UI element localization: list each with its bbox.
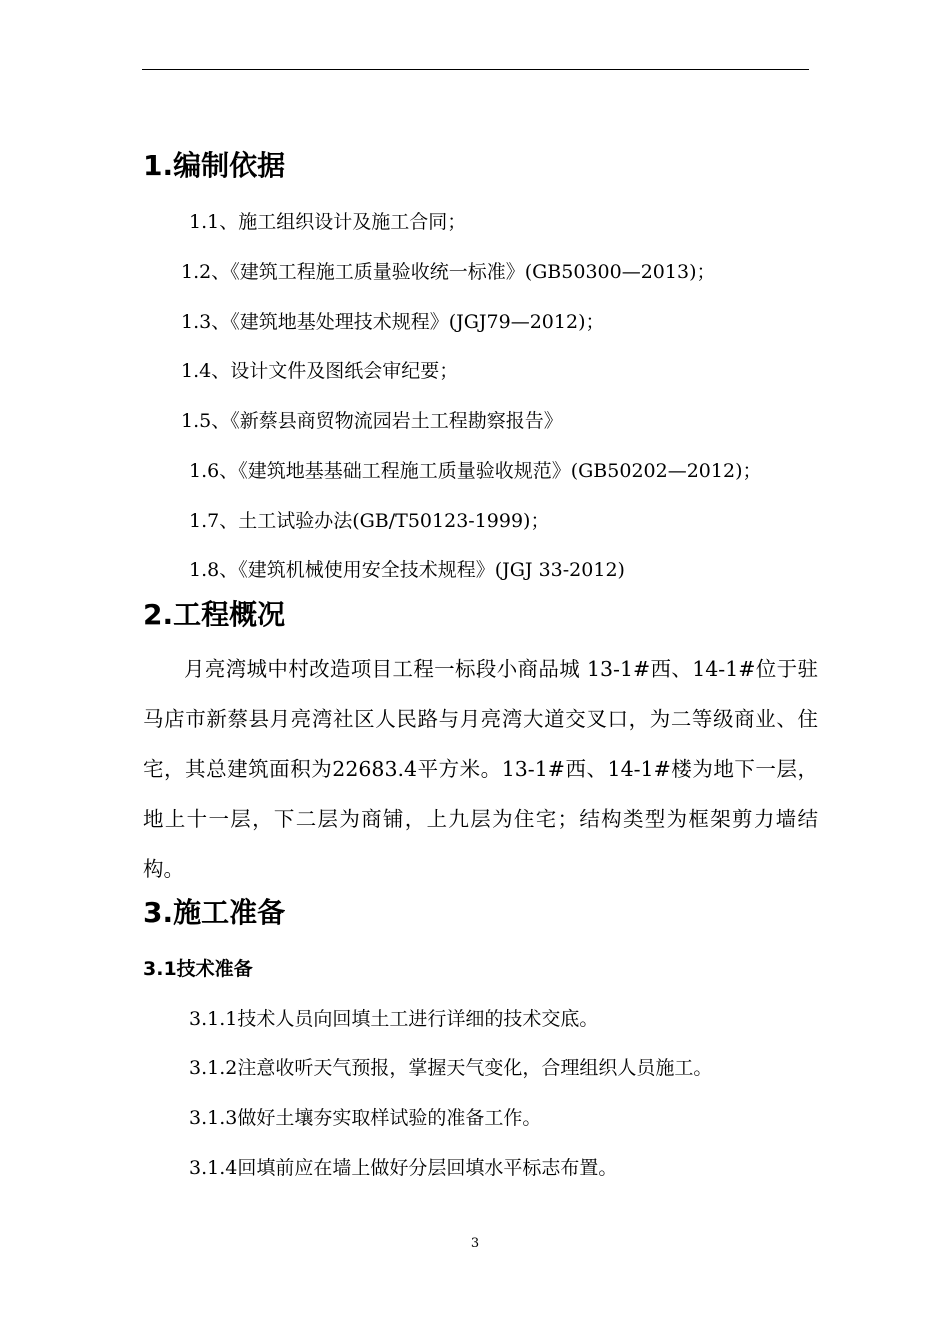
- section-1-item-8: 1.8、《建筑机械使用安全技术规程》(JGJ 33-2012): [189, 559, 625, 581]
- section-3-item-1: 3.1.1技术人员向回填土工进行详细的技术交底。: [189, 1008, 599, 1030]
- section-1-item-5: 1.5、《新蔡县商贸物流园岩土工程勘察报告》: [181, 410, 563, 432]
- section-1-item-4: 1.4、设计文件及图纸会审纪要；: [181, 360, 459, 382]
- page-number: 3: [470, 1236, 480, 1251]
- section-2-paragraph: 月亮湾城中村改造项目工程一标段小商品城 13-1#西、14-1#位于驻马店市新蔡县月亮湾社区人民路与月亮湾大道交叉口，为二等级商业、住宅，其总建筑面积为22683.4平方米。13-1#西、14-1#楼为地下一层，地上十一层，下二层为商铺，上九层为住宅；结构类型为框架剪力墙结构。: [143, 657, 818, 881]
- section-3-heading: 3.施工准备: [143, 896, 286, 929]
- section-3-1-heading: 3.1技术准备: [143, 958, 253, 980]
- header-rule: [142, 69, 809, 70]
- section-1-item-2: 1.2、《建筑工程施工质量验收统一标准》(GB50300—2013)；: [181, 261, 716, 283]
- section-2-heading: 2.工程概况: [143, 598, 286, 631]
- section-1-item-6: 1.6、《建筑地基基础工程施工质量验收规范》(GB50202—2012)；: [189, 460, 762, 482]
- section-3-item-2: 3.1.2注意收听天气预报，掌握天气变化，合理组织人员施工。: [189, 1057, 713, 1079]
- section-3-item-4: 3.1.4回填前应在墙上做好分层回填水平标志布置。: [189, 1157, 618, 1179]
- section-1-item-7: 1.7、土工试验办法(GB/T50123-1999)；: [189, 510, 550, 532]
- section-3-item-3: 3.1.3做好土壤夯实取样试验的准备工作。: [189, 1107, 542, 1129]
- section-1-item-1: 1.1、施工组织设计及施工合同；: [189, 211, 467, 233]
- section-1-item-3: 1.3、《建筑地基处理技术规程》(JGJ79—2012)；: [181, 311, 605, 333]
- section-1-heading: 1.编制依据: [143, 149, 286, 182]
